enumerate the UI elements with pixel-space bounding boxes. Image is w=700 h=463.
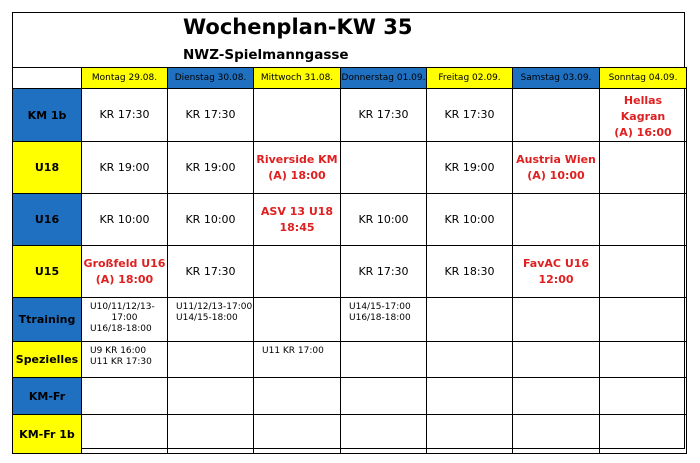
row-header: U15 xyxy=(13,246,82,298)
time-entry: U16/18-18:00 xyxy=(349,313,411,323)
schedule-cell xyxy=(341,246,427,298)
time-entry: KR 19:00 xyxy=(444,160,495,174)
schedule-cell xyxy=(341,194,427,246)
time-entry: KR 17:30 xyxy=(185,108,236,121)
time-entry: KR 17:30 xyxy=(99,108,150,121)
row-header: KM-Fr 1b xyxy=(13,415,82,454)
time-entry: U11 KR 17:30 xyxy=(90,357,152,367)
schedule-cell xyxy=(82,194,168,246)
time-entry: U9 KR 16:00 xyxy=(90,346,147,356)
row-header: KM-Fr xyxy=(13,378,82,415)
schedule-cell xyxy=(168,142,254,194)
time-entry: U10/11/12/13- xyxy=(90,302,155,312)
time-entry: KR 19:00 xyxy=(185,160,236,174)
schedule-cell xyxy=(82,415,168,454)
schedule-cell xyxy=(600,298,687,342)
table-row xyxy=(13,194,687,246)
time-entry: KR 18:30 xyxy=(444,264,495,278)
schedule-cell xyxy=(168,89,254,142)
match-entry: Hellas Kagran xyxy=(620,94,666,123)
schedule-cell xyxy=(254,298,341,342)
schedule-cell xyxy=(513,415,600,454)
day-header-saturday: Samstag 03.09. xyxy=(513,68,600,89)
schedule-cell xyxy=(513,378,600,415)
schedule-cell xyxy=(600,142,687,194)
row-header: U18 xyxy=(13,142,82,194)
schedule-cell xyxy=(254,142,341,194)
schedule-cell xyxy=(82,342,168,378)
day-header-sunday: Sonntag 04.09. xyxy=(600,68,687,89)
time-entry: KR 10:00 xyxy=(99,212,150,226)
time-entry: U11 KR 17:00 xyxy=(262,346,324,356)
table-row xyxy=(13,246,687,298)
time-entry: KR 17:30 xyxy=(185,264,236,278)
schedule-cell xyxy=(513,298,600,342)
page-subtitle: NWZ-Spielmanngasse xyxy=(183,47,349,63)
schedule-cell xyxy=(427,194,513,246)
time-entry: KR 17:30 xyxy=(358,264,409,278)
schedule-cell xyxy=(168,194,254,246)
time-entry: KR 17:30 xyxy=(444,108,495,121)
schedule-cell xyxy=(600,378,687,415)
schedule-cell xyxy=(82,142,168,194)
schedule-cell xyxy=(254,415,341,454)
schedule-cell xyxy=(254,194,341,246)
time-entry: U14/15-18:00 xyxy=(176,313,238,323)
schedule-cell xyxy=(513,142,600,194)
time-entry: KR 10:00 xyxy=(185,212,236,226)
schedule-cell xyxy=(168,378,254,415)
match-entry: ASV 13 U18 xyxy=(260,204,334,218)
schedule-cell xyxy=(600,246,687,298)
schedule-cell xyxy=(341,415,427,454)
schedule-cell xyxy=(427,142,513,194)
schedule-cell xyxy=(600,89,687,142)
time-entry: 17:00 xyxy=(111,313,138,323)
row-header: U16 xyxy=(13,194,82,246)
schedule-table xyxy=(12,67,687,454)
schedule-cell xyxy=(513,342,600,378)
schedule-cell xyxy=(82,89,168,142)
schedule-cell xyxy=(341,142,427,194)
table-row xyxy=(13,298,687,342)
time-entry: KR 19:00 xyxy=(99,160,150,174)
schedule-cell xyxy=(168,415,254,454)
time-entry: U11/12/13-17:00 xyxy=(176,302,253,312)
schedule-cell xyxy=(254,89,341,142)
schedule-cell xyxy=(427,415,513,454)
day-header-row xyxy=(13,68,687,89)
table-row xyxy=(13,342,687,378)
schedule-cell xyxy=(82,298,168,342)
schedule-cell xyxy=(168,298,254,342)
match-entry: Großfeld U16 xyxy=(83,256,166,270)
row-header: KM 1b xyxy=(13,89,82,142)
match-entry: (A) 18:00 xyxy=(95,272,154,286)
table-row xyxy=(13,142,687,194)
match-entry: 18:45 xyxy=(279,220,315,234)
schedule-cell xyxy=(254,246,341,298)
schedule-cell xyxy=(600,415,687,454)
schedule-cell xyxy=(600,194,687,246)
table-row xyxy=(13,378,687,415)
table-row xyxy=(13,89,687,142)
match-entry: (A) 16:00 xyxy=(614,126,672,139)
row-header: Ttraining xyxy=(13,298,82,342)
match-entry: Riverside KM xyxy=(256,152,338,166)
match-entry: (A) 10:00 xyxy=(527,168,585,182)
schedule-cell xyxy=(341,342,427,378)
day-header-friday: Freitag 02.09. xyxy=(427,68,513,89)
time-entry: KR 17:30 xyxy=(358,108,409,121)
match-entry: FavAC U16 xyxy=(522,256,590,270)
match-entry: (A) 18:00 xyxy=(268,168,326,182)
schedule-cell xyxy=(341,378,427,415)
day-header-wednesday: Mittwoch 31.08. xyxy=(254,68,341,89)
schedule-cell xyxy=(427,89,513,142)
day-header-monday: Montag 29.08. xyxy=(82,68,168,89)
schedule-cell xyxy=(513,89,600,142)
match-entry: Austria Wien xyxy=(516,152,596,166)
schedule-cell xyxy=(168,246,254,298)
table-row xyxy=(13,415,687,454)
schedule-cell xyxy=(427,342,513,378)
schedule-cell xyxy=(513,194,600,246)
schedule-cell xyxy=(341,89,427,142)
schedule-cell xyxy=(168,342,254,378)
schedule-cell xyxy=(82,246,168,298)
schedule-cell xyxy=(600,342,687,378)
schedule-cell xyxy=(513,246,600,298)
schedule-cell xyxy=(254,342,341,378)
schedule-cell xyxy=(427,246,513,298)
schedule-cell xyxy=(427,378,513,415)
time-entry: U16/18-18:00 xyxy=(90,324,152,334)
time-entry: KR 10:00 xyxy=(358,212,409,226)
day-header-thursday: Donnerstag 01.09. xyxy=(341,68,427,89)
corner-cell xyxy=(13,68,82,89)
time-entry: KR 10:00 xyxy=(444,212,495,226)
match-entry: 12:00 xyxy=(538,272,574,286)
day-header-tuesday: Dienstag 30.08. xyxy=(168,68,254,89)
schedule-cell xyxy=(254,378,341,415)
schedule-cell xyxy=(82,378,168,415)
schedule-cell xyxy=(427,298,513,342)
page-title: Wochenplan-KW 35 xyxy=(183,15,413,39)
schedule-cell xyxy=(341,298,427,342)
row-header: Spezielles xyxy=(13,342,82,378)
time-entry: U14/15-17:00 xyxy=(349,302,411,312)
